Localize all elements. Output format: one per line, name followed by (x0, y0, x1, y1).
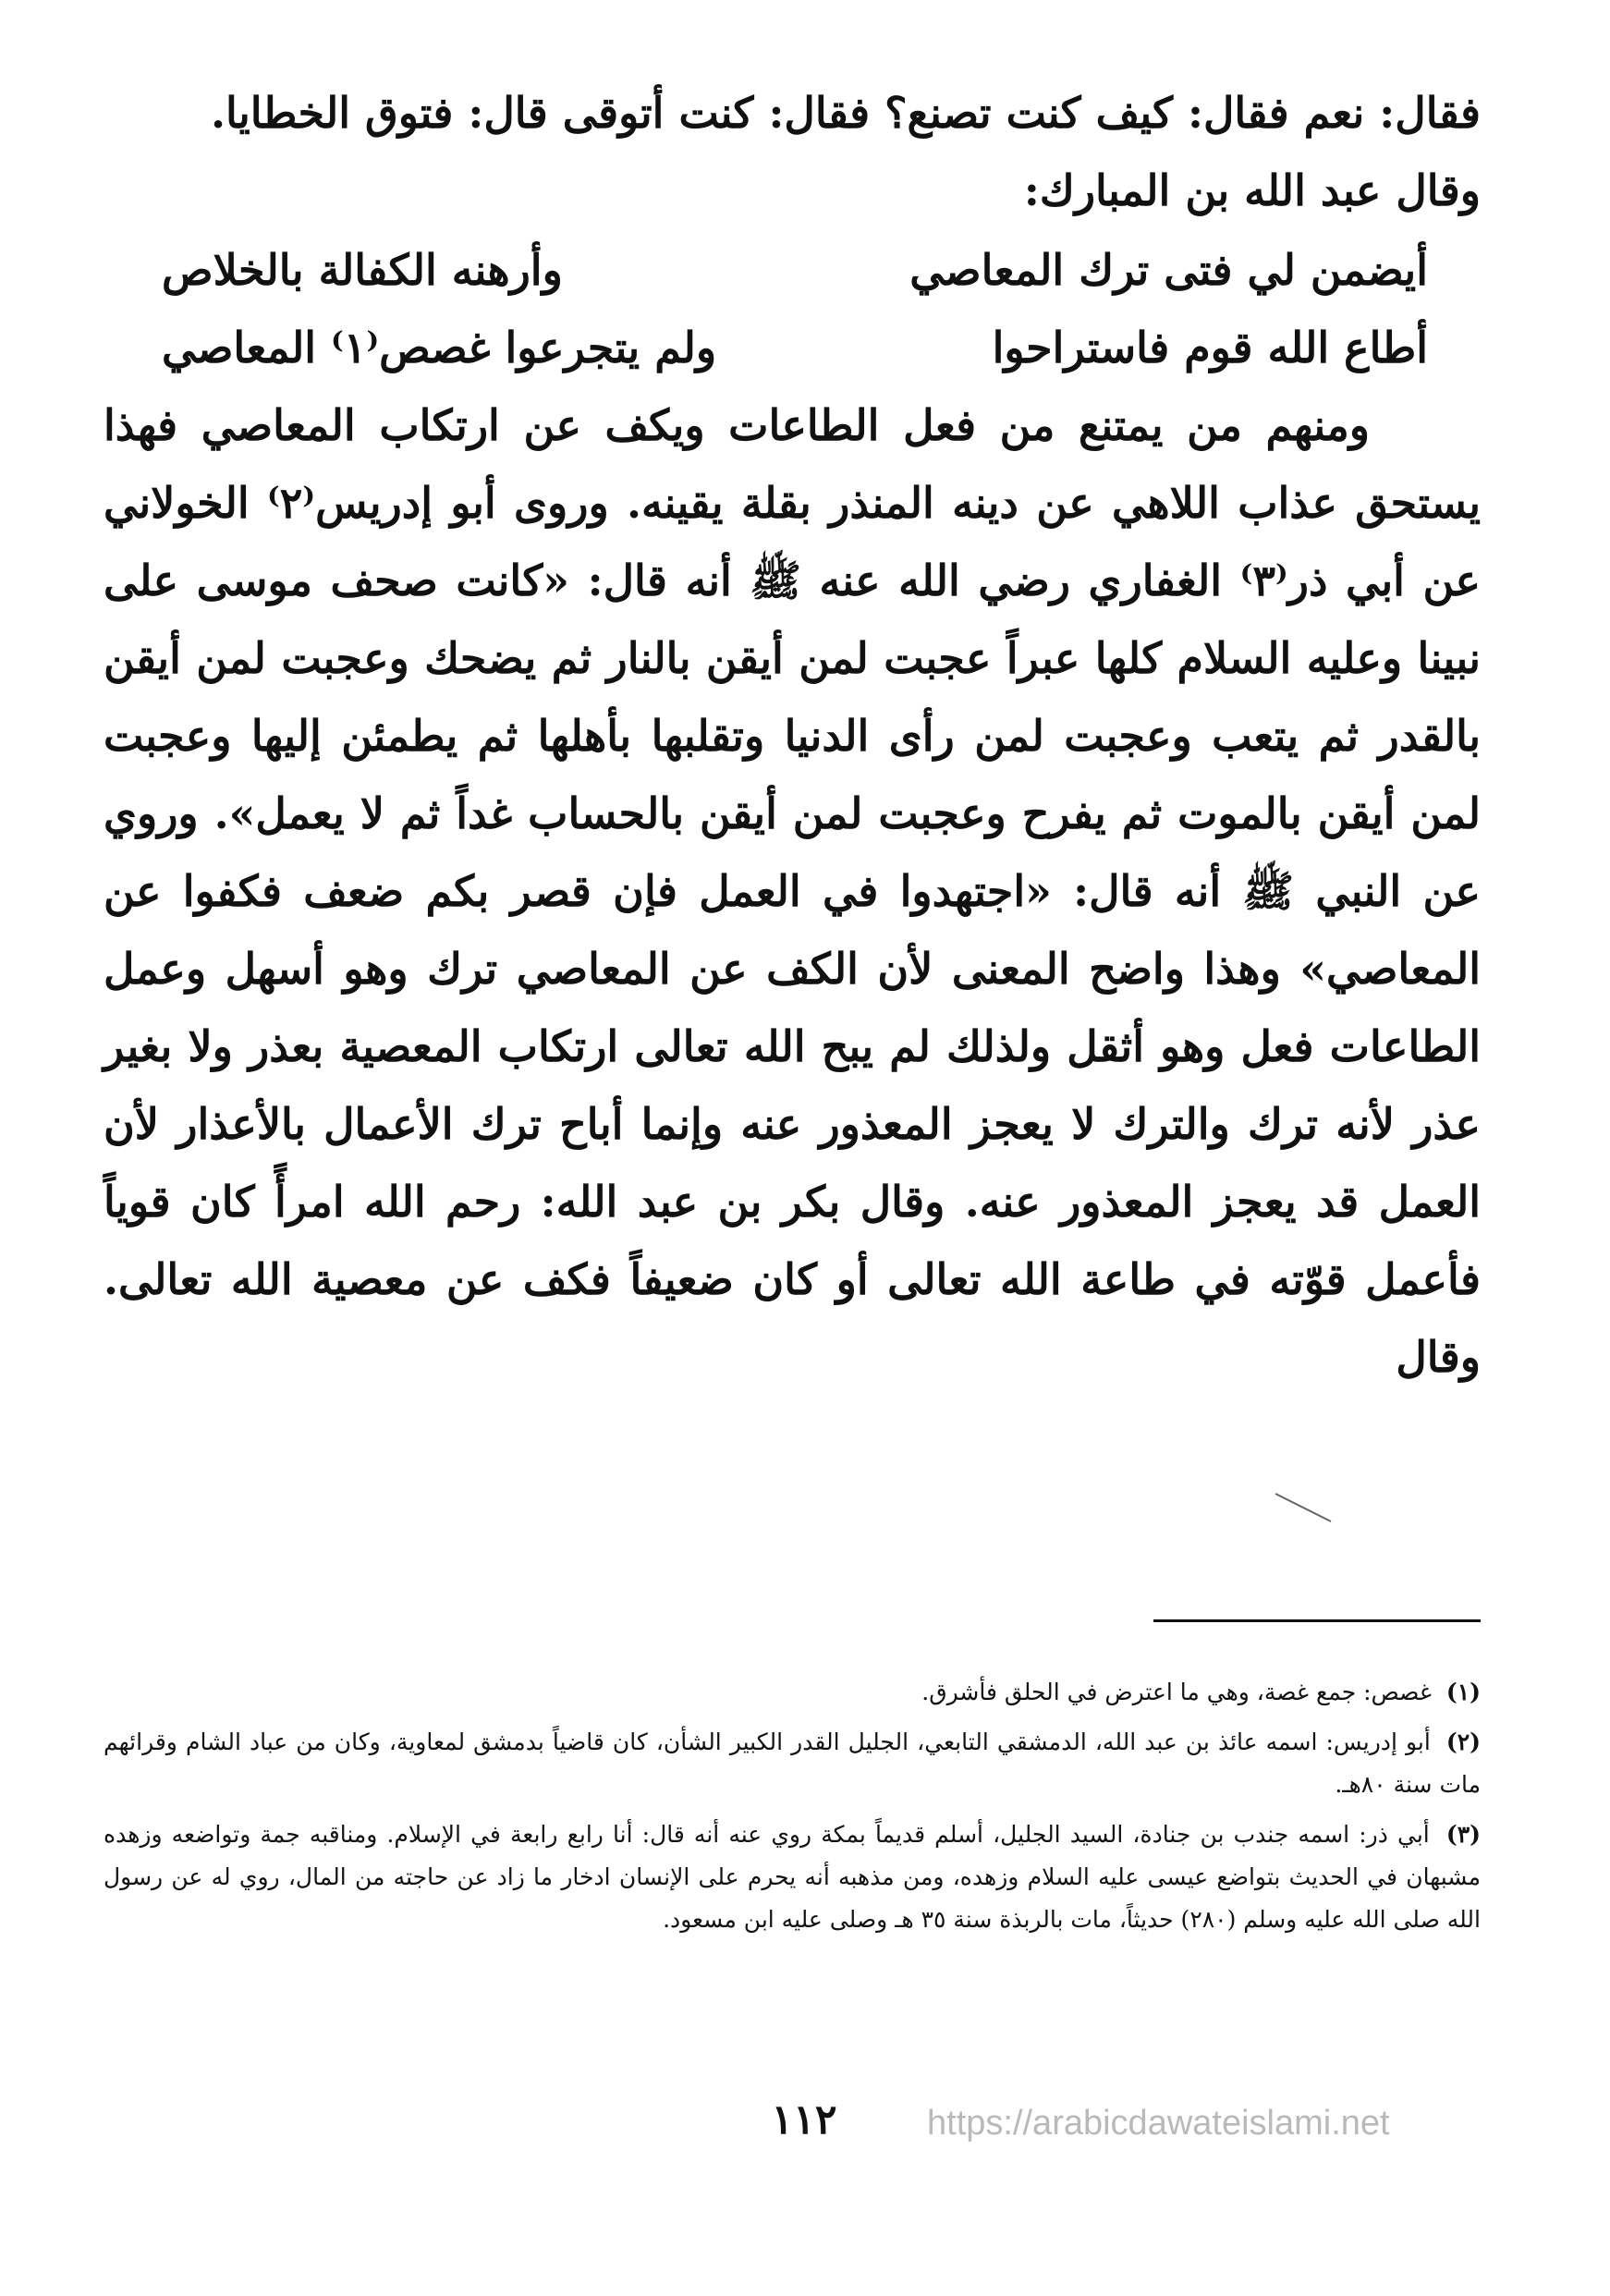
footnote-separator (1153, 1619, 1481, 1622)
footnote (104, 1814, 1481, 1941)
footnote-number: (٢) (1445, 1728, 1482, 1755)
text-line: وقال عبد الله بن المبارك: (1023, 165, 1481, 215)
footnote-number: (٣) (1445, 1821, 1481, 1848)
verse-first-hemistich: أطاع الله قوم فاستراحوا (992, 323, 1428, 372)
footnote (104, 1671, 1481, 1714)
footnotes (104, 1671, 1481, 1948)
footnote (104, 1721, 1481, 1806)
body-paragraph: ومنهم من يمتنع من فعل الطاعات ويكف عن ارتكاب المعاصي فهذا يستحق عذاب اللاهي عن دينه المنذر بقلة يقينه. وروى أبو إدريس⁽٢⁾ الخولاني عن أبي ذر⁽٣⁾ الغفاري رضي الله عنه ﷺ أنه قال: «كانت صحف موسى على نبينا وعليه السلام كلها عبراً عجبت لمن أيقن بالنار ثم يضحك وعجبت لمن أيقن بالقدر ثم يتعب وعجبت لمن رأى الدنيا وتقلبها بأهلها ثم يطمئن إليها وعجبت لمن أيقن بالموت ثم يفرح وعجبت لمن أيقن بالحساب غداً ثم لا يعمل». وروي عن النبي ﷺ أنه قال: «اجتهدوا في العمل فإن قصر بكم ضعف فكفوا عن المعاصي» وهذا واضح المعنى لأن الكف عن المعاصي ترك وهو أسهل وعمل الطاعات فعل وهو أثقل ولذلك لم يبح الله تعالى ارتكاب المعصية بعذر ولا بغير عذر لأنه ترك والترك لا يعجز المعذور عنه وإنما أباح ترك الأعمال بالأعذار لأن العمل قد يعجز المعذور عنه. وقال بكر بن عبد الله: رحم الله امرأً كان قوياً فأعمل قوّته في طاعة الله تعالى أو كان ضعيفاً فكف عن معصية الله تعالى. وقال (104, 400, 1481, 1382)
footnote-text: أبي ذر: اسمه جندب بن جنادة، السيد الجليل، أسلم قديماً بمكة روي عنه أنه قال: أنا رابع رابعة في الإسلام. ومناقبه جمة وتواضعه وزهده مشبهان في الحديث بتواضع عيسى عليه السلام وزهده، ومن مذهبه أنه يحرم على الإنسان ادخار ما زاد عن حاجته من المال، روي له عن رسول الله صلى الله عليه وسلم (٢٨٠) حديثاً، مات بالربذة سنة ٣٥ هـ وصلى عليه ابن مسعود. (104, 1821, 1481, 1933)
page-number: ١١٢ (771, 2096, 837, 2143)
watermark-url: https://arabicdawateislami.net (927, 2104, 1390, 2143)
footnote-number: (١) (1445, 1679, 1481, 1705)
opening-paragraph (104, 74, 1481, 229)
verse-second-hemistich: وأرهنه الكفالة بالخلاص (162, 245, 563, 295)
poem (162, 231, 1428, 386)
poem-verse (162, 309, 1428, 386)
body-text (104, 386, 1481, 1396)
footnote-text: أبو إدريس: اسمه عائذ بن عبد الله، الدمشقي التابعي، الجليل القدر الكبير الشأن، كان قاضياً بدمشق لمعاوية، وكان من عباد الشام وقرائهم مات سنة ٨٠هـ. (104, 1728, 1481, 1798)
verse-first-hemistich: أيضمن لي فتى ترك المعاصي (909, 245, 1428, 295)
text-line: فقال: نعم فقال: كيف كنت تصنع؟ فقال: كنت أتوقى قال: فتوق الخطايا. (210, 88, 1481, 138)
poem-verse (162, 231, 1428, 309)
footnote-text: غصص: جمع غصة، وهي ما اعترض في الحلق فأشرق. (921, 1679, 1432, 1705)
stray-pen-mark (1274, 1490, 1338, 1527)
verse-second-hemistich: ولم يتجرعوا غصص⁽١⁾ المعاصي (162, 323, 717, 372)
